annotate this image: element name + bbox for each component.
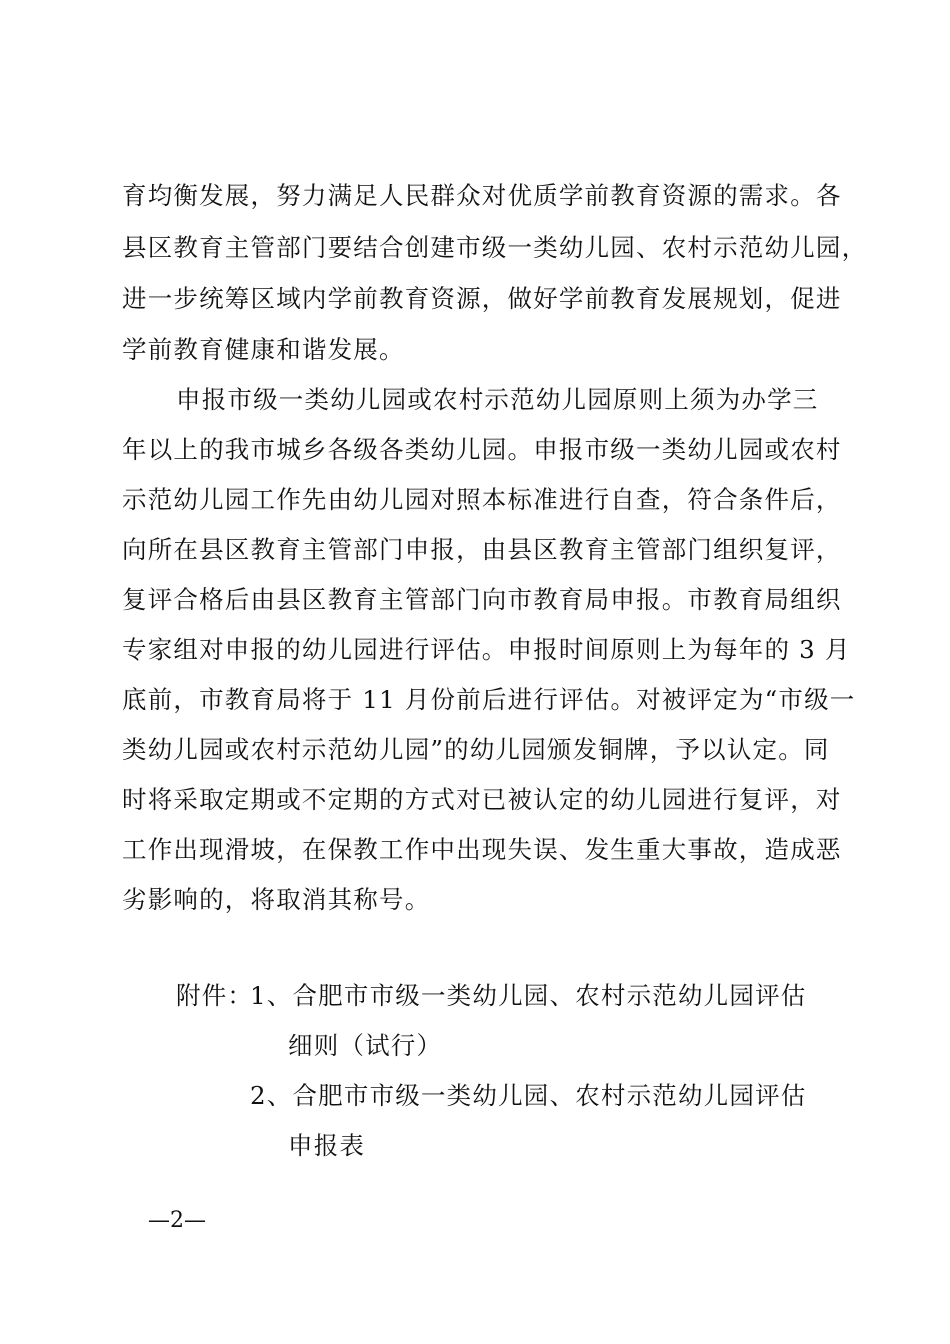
attachments-label: 附件： — [176, 981, 254, 1010]
paragraph2-line: 劣影响的，将取消其称号。 — [122, 885, 431, 914]
attachment-item-2-subtitle: 申报表 — [288, 1131, 366, 1160]
paragraph2-line: 类幼儿园或农村示范幼儿园”的幼儿园颁发铜牌，予以认定。同 — [122, 735, 830, 764]
paragraph2-line: 年以上的我市城乡各级各类幼儿园。申报市级一类幼儿园或农村 — [122, 435, 842, 464]
paragraph2-line: 申报市级一类幼儿园或农村示范幼儿园原则上须为办学三 — [176, 385, 819, 414]
paragraph2-line: 工作出现滑坡，在保教工作中出现失误、发生重大事故，造成恶 — [122, 835, 842, 864]
paragraph2-line: 时将采取定期或不定期的方式对已被认定的幼儿园进行复评，对 — [122, 785, 842, 814]
paragraph1-line: 学前教育健康和谐发展。 — [122, 335, 405, 364]
paragraph2-line: 底前，市教育局将于 11 月份前后进行评估。对被评定为“市级一 — [122, 685, 856, 714]
attachment-item-1-subtitle: 细则（试行） — [288, 1031, 443, 1060]
paragraph1-line: 育均衡发展，努力满足人民群众对优质学前教育资源的需求。各 — [122, 181, 842, 210]
attachment-item-2-title: 2、合肥市市级一类幼儿园、农村示范幼儿园评估 — [250, 1081, 807, 1110]
page-number: —2— — [148, 1208, 206, 1233]
paragraph2-line: 示范幼儿园工作先由幼儿园对照本标准进行自查，符合条件后， — [122, 485, 842, 514]
paragraph1-line: 进一步统筹区域内学前教育资源，做好学前教育发展规划，促进 — [122, 284, 842, 313]
paragraph2-line: 专家组对申报的幼儿园进行评估。申报时间原则上为每年的 3 月 — [122, 635, 851, 664]
paragraph2-line: 向所在县区教育主管部门申报，由县区教育主管部门组织复评， — [122, 535, 842, 564]
attachment-item-1-title: 1、合肥市市级一类幼儿园、农村示范幼儿园评估 — [250, 981, 807, 1010]
paragraph1-line: 县区教育主管部门要结合创建市级一类幼儿园、农村示范幼儿园， — [122, 233, 868, 262]
paragraph2-line: 复评合格后由县区教育主管部门向市教育局申报。市教育局组织 — [122, 585, 842, 614]
